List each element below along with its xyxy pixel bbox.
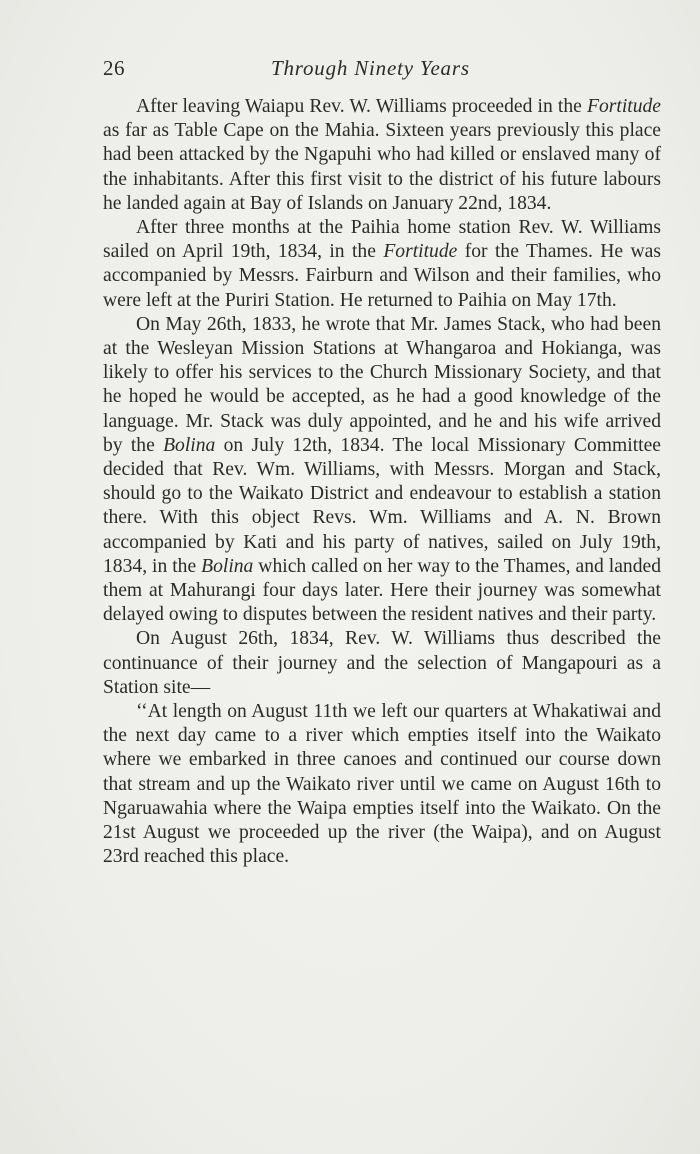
running-title: Through Ninety Years [271, 56, 470, 80]
text-run: After three months at the Paihia home station Rev. W. Williams sailed on April 19th, 1834, in the [103, 217, 661, 263]
paragraph [103, 95, 661, 216]
text-run: as far as Table Cape on the Mahia. Sixteen years previously this place had been attacked by the Ngapuhi who had killed or enslaved many of the inhabitants. After this first visit to the district of his future labours he landed again at Bay of Islands on January 22nd, 1834. [103, 120, 661, 214]
paragraph [103, 700, 661, 869]
text-run: on July 12th, 1834. The local Missionary Committee decided that Rev. Wm. Williams, with Messrs. Morgan and Stack, should go to the Waikato District and endeavour to establish a station there. With this object Revs. Wm. Williams and A. N. Brown accompanied by Kati and his party of natives, sailed on July 19th, 1834, in the [103, 434, 661, 577]
text-run: On May 26th, 1833, he wrote that Mr. James Stack, who had been at the Wesleyan Mission Stations at Whangaroa and Hokianga, was likely to offer his services to the Church Missionary Society, and that he hoped he would be accepted, as he had a good knowledge of the language. Mr. Stack was duly appointed, and he and his wife arrived by the [103, 313, 661, 456]
text-run: On August 26th, 1834, Rev. W. Williams thus described the continuance of their journey and the selection of Mangapouri as a Station site— [103, 628, 661, 698]
paragraph [103, 216, 661, 313]
italic-text-run: Bolina [163, 434, 216, 456]
italic-text-run: Fortitude [383, 241, 458, 263]
text-run: ‘‘At length on August 11th we left our quarters at Whakatiwai and the next day came to a river which empties itself into the Waikato where we embarked in three canoes and continued our course down that stream and up the Waikato river until we came on August 16th to Ngaruawahia where the Waipa empties itself into the Waikato. On the 21st August we proceeded up the river (the Waipa), and on August 23rd reached this place. [103, 701, 661, 868]
paragraph [103, 313, 661, 628]
text-run: which called on her way to the Thames, and landed them at Mahurangi four days later. Here their journey was somewhat delayed owing to disputes between the resident natives and their party. [103, 555, 661, 626]
paragraph [103, 627, 661, 700]
text-run: for the Thames. He was accompanied by Messrs. Fairburn and Wilson and their families, who were left at the Puriri Station. He returned to Paihia on May 17th. [103, 241, 661, 311]
page-header [103, 56, 663, 86]
italic-text-run: Bolina [201, 555, 254, 577]
text-run: After leaving Waiapu Rev. W. Williams proceeded in the [136, 96, 587, 117]
italic-text-run: Fortitude [586, 96, 661, 117]
page-number: 26 [103, 56, 125, 80]
body-text [103, 95, 661, 870]
